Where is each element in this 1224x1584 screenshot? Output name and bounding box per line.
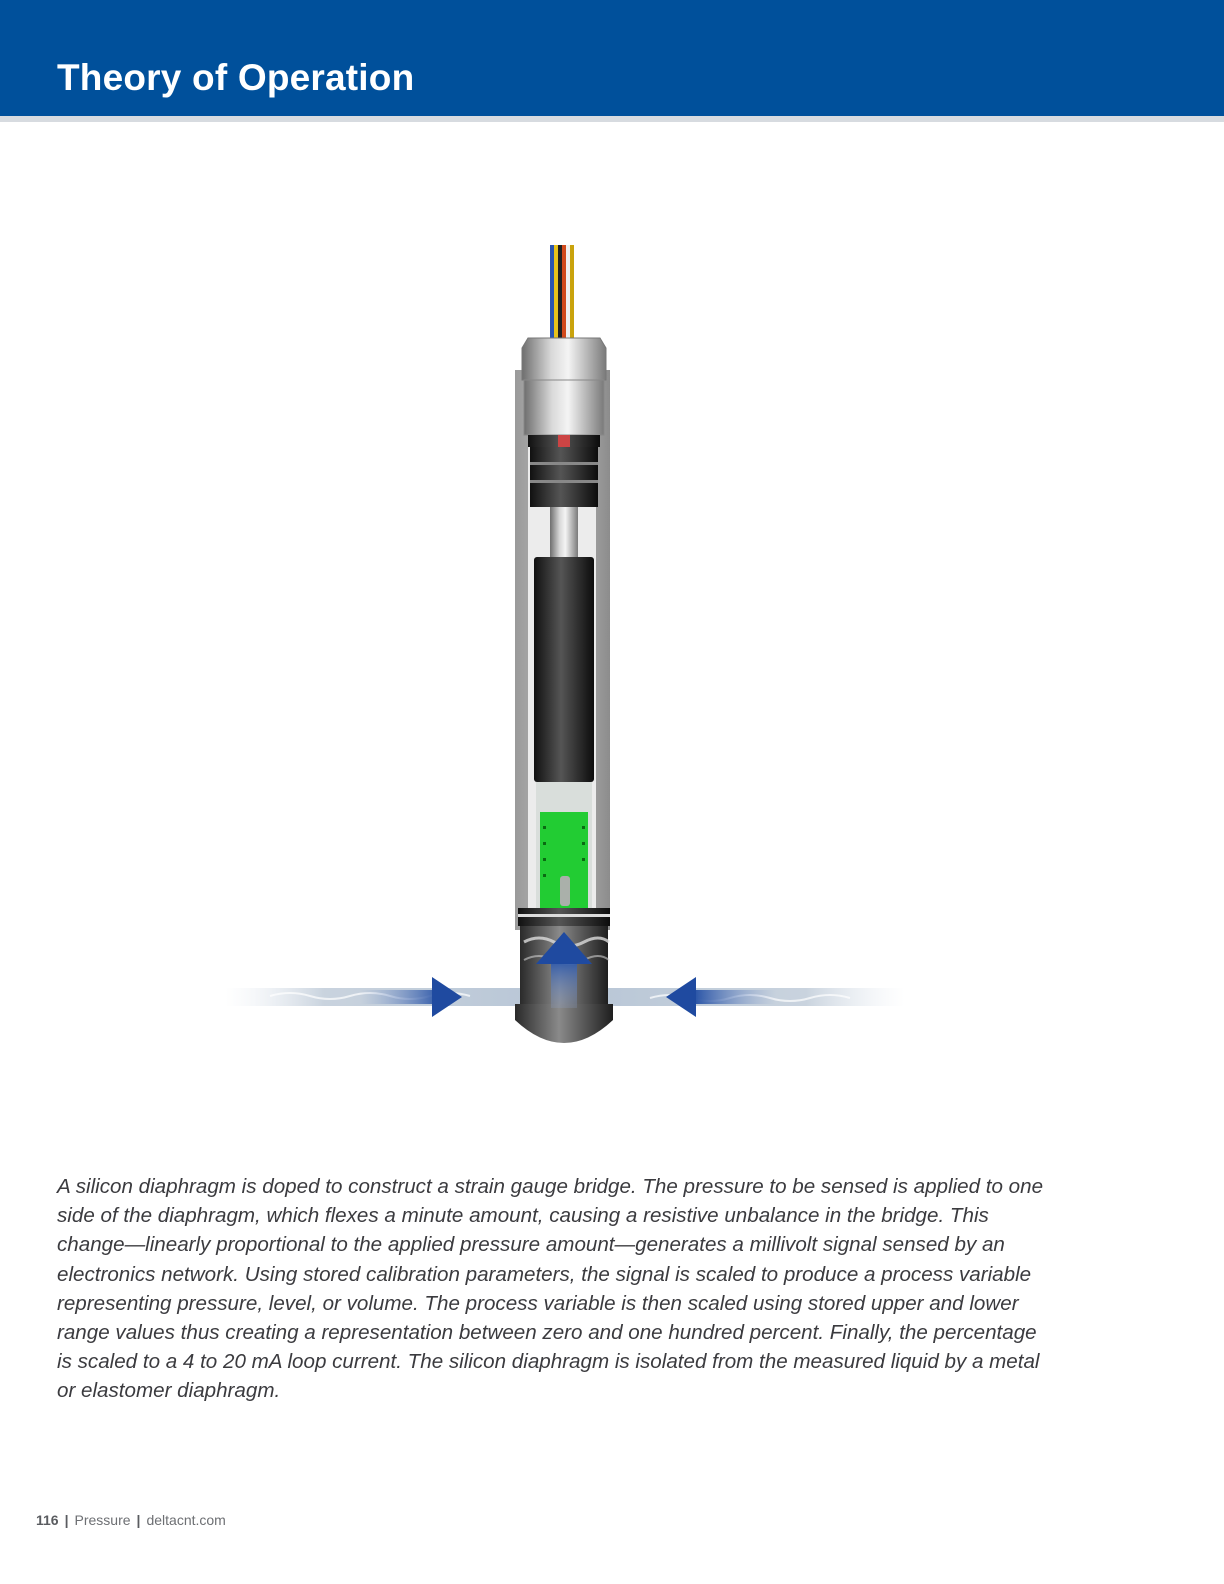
page-title: Theory of Operation — [57, 57, 415, 98]
transmitter-cutaway-illustration — [210, 230, 920, 1090]
cable-gland — [522, 338, 606, 507]
electronics-tube — [534, 557, 594, 782]
transmitter-figure — [210, 230, 920, 1090]
footer-separator: | — [64, 1512, 69, 1528]
footer-separator: | — [136, 1512, 141, 1528]
pressure-arrow-left — [360, 977, 462, 1017]
sensor-shaft — [550, 507, 578, 557]
header-rule — [0, 116, 1224, 122]
circuit-board — [540, 812, 588, 908]
pressure-arrow-right — [666, 977, 776, 1017]
cable-wires — [550, 245, 574, 345]
footer — [36, 1512, 226, 1528]
page-number: 116 — [36, 1512, 59, 1528]
footer-website: deltacnt.com — [146, 1512, 226, 1528]
theory-paragraph: A silicon diaphragm is doped to construct a strain gauge bridge. The pressure to be sensed is applied to one side of the diaphragm, which flexes a minute amount, causing a resistive unbalance in the bridge. This change—linearly proportional to the applied pressure amount—generates a millivolt signal sensed by an electronics network. Using stored calibration parameters, the signal is scaled to produce a process variable representing pressure, level, or volume. The process variable is then scaled using stored upper and lower range values thus creating a representation between zero and one hundred percent. Finally, the percentage is scaled to a 4 to 20 mA loop current. The silicon diaphragm is isolated from the measured liquid by a metal or elastomer diaphragm. — [57, 1175, 1044, 1403]
collar-ring — [518, 914, 610, 917]
footer-section: Pressure — [74, 1512, 131, 1528]
